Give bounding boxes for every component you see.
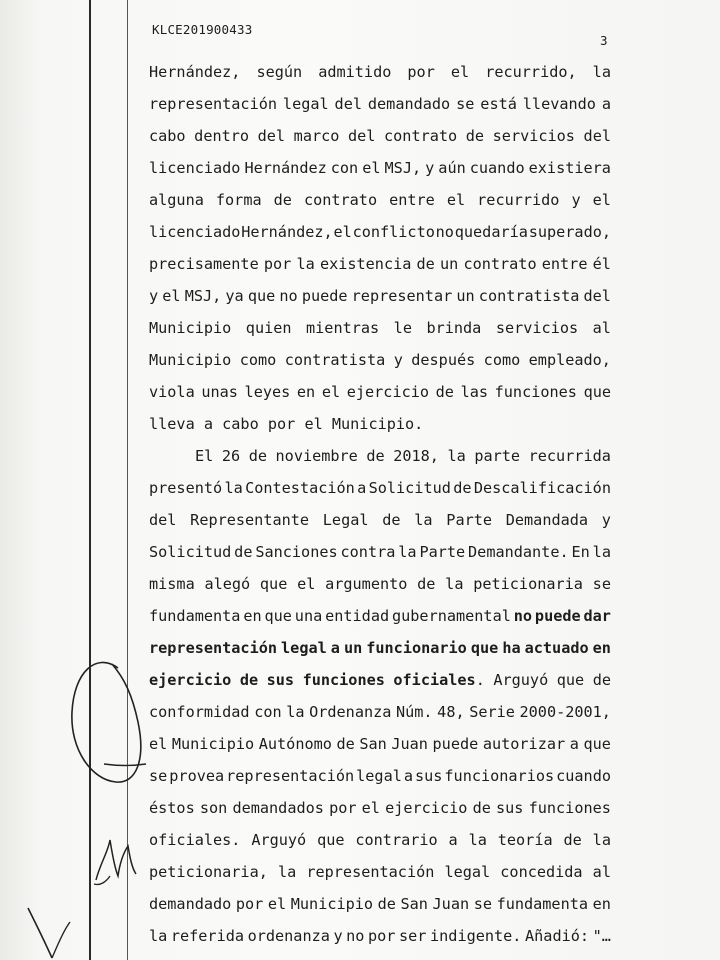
word: MSJ, xyxy=(184,287,222,305)
word: Parte xyxy=(446,511,493,529)
word: . xyxy=(475,671,485,689)
word: de xyxy=(239,671,259,689)
text-line xyxy=(149,376,611,408)
word xyxy=(393,664,484,696)
word: viola xyxy=(149,383,195,401)
word: funciones xyxy=(494,383,577,401)
word: quien xyxy=(245,319,292,337)
text-line xyxy=(149,728,611,760)
word: el xyxy=(361,799,380,817)
word: leyes xyxy=(244,383,291,401)
word: del xyxy=(257,127,286,145)
word: un xyxy=(343,639,363,657)
word: la xyxy=(592,543,611,561)
word: legal xyxy=(282,95,329,113)
text-line xyxy=(149,408,611,440)
word: éstos xyxy=(149,799,195,817)
text-line xyxy=(149,504,611,536)
word: de xyxy=(465,127,485,145)
word: "… xyxy=(592,927,611,945)
word: contra xyxy=(340,543,396,561)
word: superado, xyxy=(528,223,611,241)
word: funcionario xyxy=(366,639,467,657)
word: puede xyxy=(301,287,348,305)
word: presentó xyxy=(149,479,223,497)
word: de xyxy=(248,447,267,465)
word: Contestación xyxy=(245,479,355,497)
word: a xyxy=(601,95,611,113)
word: MSJ, xyxy=(384,159,422,177)
word: cuando xyxy=(556,767,611,785)
word: licenciado xyxy=(149,223,241,241)
word: oficiales xyxy=(393,671,476,689)
word: forma xyxy=(215,191,262,209)
word: ya xyxy=(225,287,244,305)
word: sus xyxy=(496,799,524,817)
word: mientras xyxy=(306,319,380,337)
margin-rule-inner xyxy=(127,0,128,960)
word: existiera xyxy=(528,159,611,177)
word: funciones xyxy=(302,671,385,689)
text-segment: lleva a cabo por el Municipio. xyxy=(149,415,424,433)
text-line xyxy=(149,696,611,728)
word: Juan xyxy=(391,735,428,753)
word: San xyxy=(359,735,387,753)
word: admitido xyxy=(318,63,392,81)
word: gubernamental xyxy=(392,607,511,625)
word: cuando xyxy=(469,159,525,177)
word: legal xyxy=(444,863,491,881)
word: y xyxy=(425,159,435,177)
word: como xyxy=(483,351,521,369)
word: por xyxy=(263,255,292,273)
word: contratista xyxy=(478,287,580,305)
word: En xyxy=(571,543,590,561)
word: en xyxy=(243,607,262,625)
text-line xyxy=(149,760,611,792)
word: el xyxy=(297,575,316,593)
word: no xyxy=(346,927,365,945)
word: aún xyxy=(438,159,466,177)
word: por xyxy=(407,63,435,81)
word: puede xyxy=(534,607,581,625)
word: quedaría xyxy=(454,223,528,241)
word: entre xyxy=(541,255,588,273)
word: de xyxy=(435,383,454,401)
word: Legal xyxy=(322,511,369,529)
text-line xyxy=(149,280,611,312)
word: Municipio xyxy=(149,351,232,369)
word: San xyxy=(400,895,428,913)
word: representación xyxy=(306,863,435,881)
word: ejercicio xyxy=(385,799,468,817)
word: Municipio xyxy=(171,735,255,753)
word: el xyxy=(362,159,381,177)
word: misma xyxy=(149,575,195,593)
word: que xyxy=(247,287,276,305)
word: la xyxy=(447,447,466,465)
word: argumento xyxy=(325,575,408,593)
word: a xyxy=(330,639,340,657)
word: indigente. xyxy=(430,927,522,945)
word: ha xyxy=(502,639,521,657)
word: representación xyxy=(149,95,278,113)
word: teoría xyxy=(497,831,553,849)
word: precisamente xyxy=(149,255,259,273)
word: Núm. xyxy=(396,703,433,721)
word: Municipio xyxy=(149,319,232,337)
word: legal xyxy=(281,639,327,657)
word: y xyxy=(149,287,159,305)
word: la xyxy=(224,479,243,497)
word: dentro xyxy=(194,127,250,145)
word: ser xyxy=(399,927,427,945)
word: contrato xyxy=(463,255,537,273)
word: alguna xyxy=(149,191,204,209)
text-line xyxy=(149,344,611,376)
word: del xyxy=(583,127,611,145)
word: a xyxy=(569,735,579,753)
word: autorizar xyxy=(482,735,566,753)
word: sus xyxy=(266,671,295,689)
word: de xyxy=(563,831,582,849)
text-line xyxy=(149,632,611,664)
word: peticionaria, xyxy=(149,863,268,881)
word: de xyxy=(453,479,472,497)
word: del xyxy=(347,127,376,145)
word: 2000-2001, xyxy=(519,703,611,721)
word: existencia xyxy=(319,255,412,273)
word: en xyxy=(296,383,316,401)
word: el xyxy=(162,287,181,305)
word: y xyxy=(333,927,343,945)
word: él xyxy=(592,255,611,273)
word: un xyxy=(439,255,459,273)
word: conformidad xyxy=(149,703,250,721)
word: el xyxy=(149,735,168,753)
word: no xyxy=(513,607,533,625)
word: el xyxy=(321,383,341,401)
word: en xyxy=(592,895,611,913)
word: demandado xyxy=(149,895,232,913)
word: contratista xyxy=(284,351,386,369)
word: de xyxy=(417,575,436,593)
word: y xyxy=(393,351,403,369)
word: fundamenta xyxy=(149,607,241,625)
word: que xyxy=(556,671,585,689)
word: fundamenta xyxy=(496,895,588,913)
word: la xyxy=(445,575,464,593)
word: Hernández, xyxy=(241,223,333,241)
case-number: KLCE201900433 xyxy=(152,22,253,37)
word: son xyxy=(199,799,228,817)
word: la xyxy=(398,543,417,561)
word: contrario xyxy=(355,831,438,849)
word: parte xyxy=(474,447,521,465)
word: de xyxy=(366,447,385,465)
word: de xyxy=(416,255,435,273)
text-line xyxy=(149,664,611,696)
word: por xyxy=(368,927,396,945)
word: Arguyó xyxy=(251,831,307,849)
word: Juan xyxy=(432,895,470,913)
word: licenciado xyxy=(149,159,241,177)
word: que xyxy=(583,383,611,401)
word: Serie xyxy=(469,703,515,721)
text-line xyxy=(149,56,611,88)
word: legal xyxy=(356,767,402,785)
word: ordenanza xyxy=(247,927,330,945)
word: una xyxy=(294,607,323,625)
word: le xyxy=(393,319,412,337)
word: el xyxy=(592,191,611,209)
word: y xyxy=(601,511,611,529)
text-line xyxy=(149,920,611,952)
word: de xyxy=(382,511,401,529)
word: alegó xyxy=(204,575,251,593)
word: Solicitud xyxy=(149,543,232,561)
text-line xyxy=(149,88,611,120)
word: representación xyxy=(226,767,355,785)
margin-rule xyxy=(89,0,91,960)
word: que xyxy=(317,831,345,849)
word: que xyxy=(259,575,288,593)
word: a xyxy=(357,479,367,497)
word: no xyxy=(279,287,298,305)
word: Demandada xyxy=(505,511,589,529)
word: como xyxy=(239,351,277,369)
word: a xyxy=(403,767,413,785)
word: oficiales. xyxy=(149,831,241,849)
word: de xyxy=(472,799,491,817)
word: el xyxy=(333,223,352,241)
word: contrato xyxy=(384,127,458,145)
word: la xyxy=(149,927,168,945)
word: la xyxy=(592,63,611,81)
word: la xyxy=(414,511,433,529)
word: Añadió: xyxy=(525,927,590,945)
word: el xyxy=(450,63,470,81)
word: sus xyxy=(414,767,443,785)
word: brinda xyxy=(426,319,482,337)
text-line xyxy=(149,120,611,152)
word: funciones xyxy=(528,799,611,817)
word: recurrido xyxy=(477,191,560,209)
word: por xyxy=(329,799,357,817)
word: empleado, xyxy=(528,351,611,369)
text-line xyxy=(149,792,611,824)
text-line xyxy=(149,248,611,280)
word: provea xyxy=(169,767,225,785)
word: ejercicio xyxy=(149,671,232,689)
word: 26 xyxy=(221,447,241,465)
word: contrato xyxy=(303,191,378,209)
text-line xyxy=(149,440,611,472)
word: y xyxy=(571,191,581,209)
word: entidad xyxy=(325,607,390,625)
word: 48, xyxy=(437,703,465,721)
text-line xyxy=(149,888,611,920)
word: demandados xyxy=(232,799,324,817)
word: noviembre xyxy=(275,447,358,465)
word: demandado xyxy=(367,95,451,113)
body-text xyxy=(149,56,611,952)
word: llevando xyxy=(522,95,596,113)
word: peticionaria xyxy=(473,575,583,593)
text-line xyxy=(149,152,611,184)
text-line xyxy=(149,856,611,888)
word: ejercicio xyxy=(346,383,430,401)
word: la xyxy=(277,863,297,881)
word: la xyxy=(592,831,611,849)
word: recurrida xyxy=(528,447,611,465)
word: recurrido, xyxy=(485,63,577,81)
word: Arguyó xyxy=(493,671,549,689)
word: al xyxy=(592,319,611,337)
word: del xyxy=(583,287,611,305)
word: servicios xyxy=(492,127,575,145)
word: del xyxy=(149,511,177,529)
word: Representante xyxy=(190,511,310,529)
word: no xyxy=(435,223,454,241)
word: 2018, xyxy=(393,447,439,465)
word: la xyxy=(468,831,487,849)
word: después xyxy=(411,351,476,369)
word: de xyxy=(377,895,396,913)
word: cabo xyxy=(149,127,186,145)
word: de xyxy=(592,671,611,689)
text-line xyxy=(149,216,611,248)
word: se xyxy=(592,575,611,593)
word: al xyxy=(592,863,611,881)
word: concedida xyxy=(500,863,583,881)
word: según xyxy=(256,63,303,81)
word: unas xyxy=(201,383,238,401)
word: representación xyxy=(149,639,278,657)
word: a xyxy=(448,831,458,849)
word: Descalificación xyxy=(473,479,611,497)
text-line xyxy=(149,312,611,344)
word: de xyxy=(273,191,292,209)
word: en xyxy=(592,639,611,657)
word: de xyxy=(336,735,355,753)
word: puede xyxy=(432,735,479,753)
word: El xyxy=(195,447,214,465)
page-number: 3 xyxy=(600,33,608,48)
word: del xyxy=(334,95,362,113)
word: dar xyxy=(583,607,611,625)
word: Hernández, xyxy=(149,63,241,81)
word: se xyxy=(149,767,168,785)
word: que xyxy=(470,639,499,657)
word: Municipio xyxy=(290,895,374,913)
word: servicios xyxy=(495,319,579,337)
word: el xyxy=(267,895,287,913)
word: con xyxy=(330,159,359,177)
text-line xyxy=(149,824,611,856)
word: de xyxy=(234,543,253,561)
word: con xyxy=(254,703,282,721)
word: representar xyxy=(351,287,453,305)
word: que xyxy=(583,735,611,753)
word: Autónomo xyxy=(258,735,332,753)
word: la xyxy=(286,703,305,721)
word: las xyxy=(460,383,489,401)
word: Sanciones xyxy=(255,543,338,561)
word: se xyxy=(473,895,492,913)
word: un xyxy=(456,287,475,305)
word: se xyxy=(456,95,475,113)
word: entre xyxy=(389,191,435,209)
word: por xyxy=(235,895,264,913)
text-line xyxy=(149,600,611,632)
word: el xyxy=(446,191,466,209)
word: que xyxy=(264,607,292,625)
text-line xyxy=(149,472,611,504)
word: Hernández xyxy=(244,159,327,177)
word: está xyxy=(480,95,517,113)
word: referida xyxy=(170,927,245,945)
text-line xyxy=(149,568,611,600)
word: Parte xyxy=(419,543,466,561)
word: la xyxy=(296,255,315,273)
word: actuado xyxy=(524,639,589,657)
word: funcionarios xyxy=(444,767,555,785)
text-line xyxy=(149,536,611,568)
word: Demandante. xyxy=(468,543,569,561)
word: Solicitud xyxy=(368,479,451,497)
word: Ordenanza xyxy=(309,703,392,721)
word: marco xyxy=(293,127,340,145)
word: conflicto xyxy=(352,223,435,241)
text-line xyxy=(149,184,611,216)
